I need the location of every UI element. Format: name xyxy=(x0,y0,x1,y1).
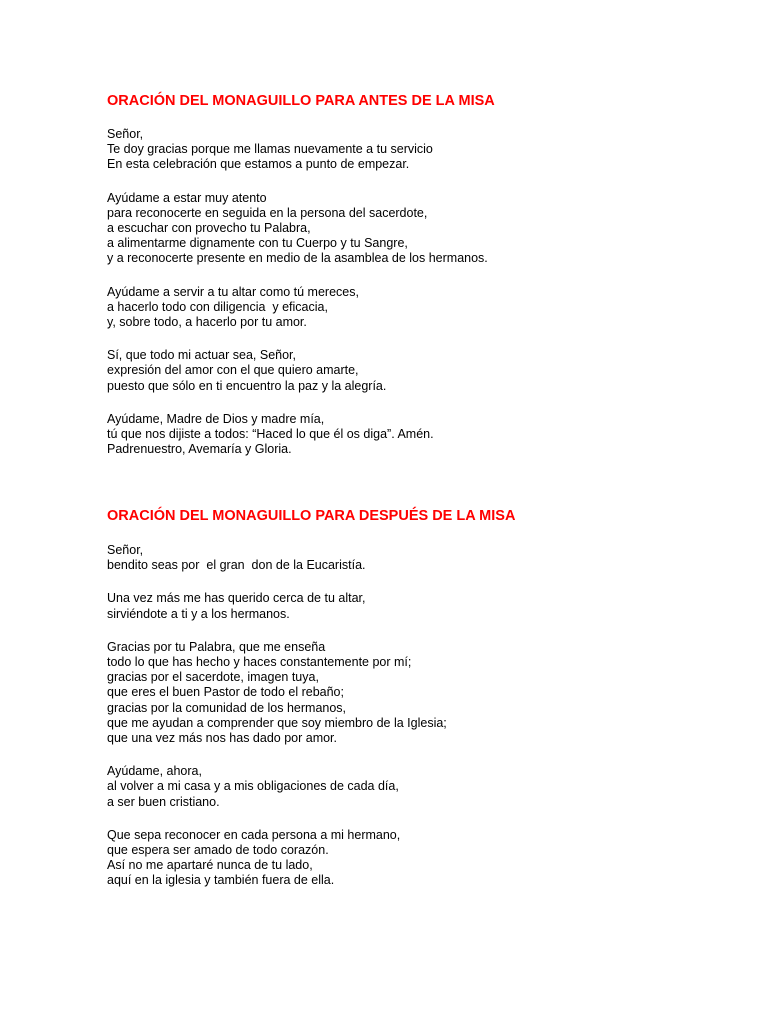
verse-line: Te doy gracias porque me llamas nuevamente a tu servicio xyxy=(107,142,433,157)
stanza xyxy=(107,828,727,889)
verse-line: bendito seas por el gran don de la Eucaristía. xyxy=(107,558,366,573)
stanza xyxy=(107,285,727,331)
verse-line: Ayúdame a servir a tu altar como tú mereces, xyxy=(107,284,359,299)
verse-line: a alimentarme dignamente con tu Cuerpo y tu Sangre, xyxy=(107,236,408,251)
section-title: ORACIÓN DEL MONAGUILLO PARA ANTES DE LA MISA xyxy=(107,93,495,109)
verse-line: sirviéndote a ti y a los hermanos. xyxy=(107,606,290,621)
verse-line: Señor, xyxy=(107,543,144,557)
section-title: ORACIÓN DEL MONAGUILLO PARA DESPUÉS DE LA MISA xyxy=(107,508,516,524)
prayer-before-mass xyxy=(107,91,727,475)
verse-line: todo lo que has hecho y haces constantemente por mí; xyxy=(107,655,412,670)
verse-line: aquí en la iglesia y también fuera de ella. xyxy=(107,873,335,888)
stanza xyxy=(107,127,727,173)
stanza xyxy=(107,412,727,458)
verse-line: Así no me apartaré nunca de tu lado, xyxy=(107,858,313,873)
verse-line: puesto que sólo en ti encuentro la paz y la alegría. xyxy=(107,378,387,393)
verse-line: a escuchar con provecho tu Palabra, xyxy=(107,221,311,236)
verse-line: que eres el buen Pastor de todo el rebaño; xyxy=(107,685,344,700)
verse-line: Que sepa reconocer en cada persona a mi hermano, xyxy=(107,827,401,842)
stanza xyxy=(107,191,727,267)
verse-line: que me ayudan a comprender que soy miembro de la Iglesia; xyxy=(107,715,447,730)
verse-line: En esta celebración que estamos a punto de empezar. xyxy=(107,157,410,172)
verse-line: Ayúdame, ahora, xyxy=(107,764,202,779)
stanza xyxy=(107,591,727,621)
stanza xyxy=(107,764,727,810)
verse-line: a ser buen cristiano. xyxy=(107,794,220,809)
stanza xyxy=(107,348,727,394)
verse-line: Ayúdame a estar muy atento xyxy=(107,190,267,205)
verse-line: Sí, que todo mi actuar sea, Señor, xyxy=(107,348,297,363)
stanza xyxy=(107,640,727,746)
verse-line: a hacerlo todo con diligencia y eficacia, xyxy=(107,299,328,314)
verse-line: y, sobre todo, a hacerlo por tu amor. xyxy=(107,315,307,330)
verse-line: al volver a mi casa y a mis obligaciones de cada día, xyxy=(107,779,399,794)
verse-line: y a reconocerte presente en medio de la asamblea de los hermanos. xyxy=(107,251,488,266)
verse-line: Padrenuestro, Avemaría y Gloria. xyxy=(107,442,292,457)
verse-line: que una vez más nos has dado por amor. xyxy=(107,731,338,746)
verse-line: Ayúdame, Madre de Dios y madre mía, xyxy=(107,411,325,426)
verse-line: expresión del amor con el que quiero amarte, xyxy=(107,363,359,378)
stanza xyxy=(107,543,727,573)
verse-line: Señor, xyxy=(107,127,144,141)
prayer-after-mass xyxy=(107,506,727,907)
verse-line: gracias por el sacerdote, imagen tuya, xyxy=(107,670,319,685)
verse-line: para reconocerte en seguida en la persona del sacerdote, xyxy=(107,205,428,220)
verse-line: Gracias por tu Palabra, que me enseña xyxy=(107,639,326,654)
verse-line: Una vez más me has querido cerca de tu altar, xyxy=(107,591,366,606)
verse-line: gracias por la comunidad de los hermanos, xyxy=(107,700,347,715)
verse-line: que espera ser amado de todo corazón. xyxy=(107,843,329,858)
verse-line: tú que nos dijiste a todos: “Haced lo que él os diga”. Amén. xyxy=(107,427,434,442)
